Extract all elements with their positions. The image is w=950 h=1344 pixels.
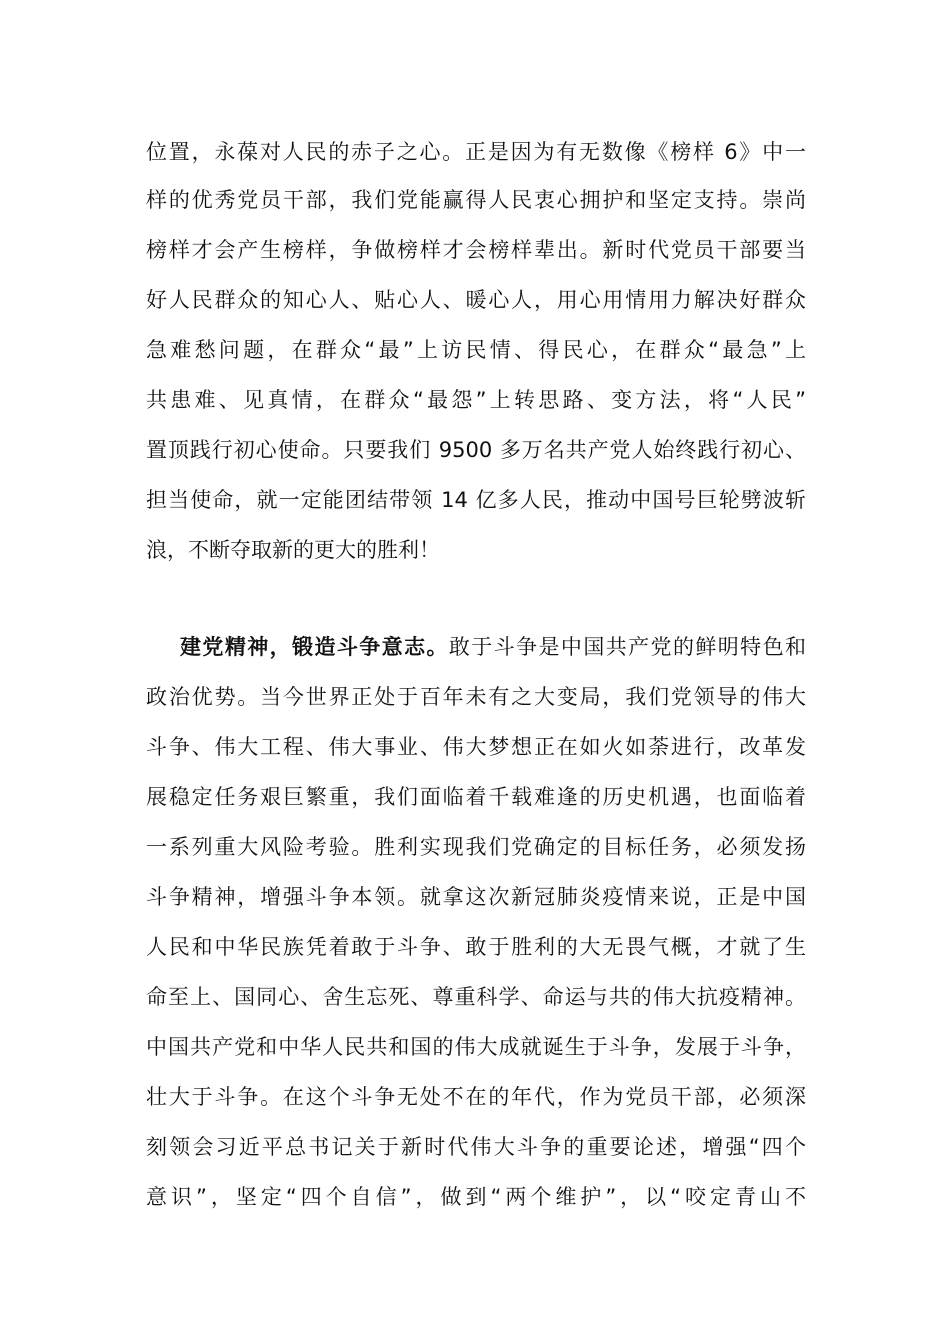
text-line: 样的优秀党员干部，我们党能赢得人民衷心拥护和坚定支持。崇尚 <box>146 188 806 212</box>
text-run: 敢于斗争是中国共产党的鲜明特色和 <box>448 635 807 659</box>
text-line: 榜样才会产生榜样，争做榜样才会榜样辈出。新时代党员干部要当 <box>146 238 806 262</box>
text-line: 斗争精神，增强斗争本领。就拿这次新冠肺炎疫情来说，正是中国 <box>146 885 806 909</box>
text-line: 位置，永葆对人民的赤子之心。正是因为有无数像《榜样 6》中一 <box>146 140 806 164</box>
text-line: 中国共产党和中华人民共和国的伟大成就诞生于斗争，发展于斗争， <box>146 1035 806 1059</box>
text-line: 政治优势。当今世界正处于百年未有之大变局，我们党领导的伟大 <box>146 685 806 709</box>
text-line: 好人民群众的知心人、贴心人、暖心人，用心用情用力解决好群众 <box>146 288 806 312</box>
text-line: 人民和中华民族凭着敢于斗争、敢于胜利的大无畏气概，才就了生 <box>146 935 806 959</box>
text-line: 置顶践行初心使命。只要我们 9500 多万名共产党人始终践行初心、 <box>146 438 806 462</box>
text-line: 共患难、见真情，在群众“最怨”上转思路、变方法，将“人民” <box>146 388 806 412</box>
text-line: 担当使命，就一定能团结带领 14 亿多人民，推动中国号巨轮劈波斩 <box>146 488 806 512</box>
text-line: 一系列重大风险考验。胜利实现我们党确定的目标任务，必须发扬 <box>146 835 806 859</box>
text-line: 刻领会习近平总书记关于新时代伟大斗争的重要论述，增强“四个 <box>146 1135 806 1159</box>
text-line: 浪，不断夺取新的更大的胜利！ <box>146 538 440 562</box>
text-line: 展稳定任务艰巨繁重，我们面临着千载难逢的历史机遇，也面临着 <box>146 785 806 809</box>
text-line: 急难愁问题，在群众“最”上访民情、得民心，在群众“最急”上 <box>146 338 806 362</box>
text-line: 斗争、伟大工程、伟大事业、伟大梦想正在如火如荼进行，改革发 <box>146 735 806 759</box>
text-line: 壮大于斗争。在这个斗争无处不在的年代，作为党员干部，必须深 <box>146 1085 806 1109</box>
text-line: 命至上、国同心、舍生忘死、尊重科学、命运与共的伟大抗疫精神。 <box>146 985 806 1009</box>
text-line <box>180 633 806 661</box>
section-heading: 建党精神，锻造斗争意志。 <box>180 635 449 659</box>
text-line: 意识”，坚定“四个自信”，做到“两个维护”，以“咬定青山不 <box>146 1185 806 1209</box>
